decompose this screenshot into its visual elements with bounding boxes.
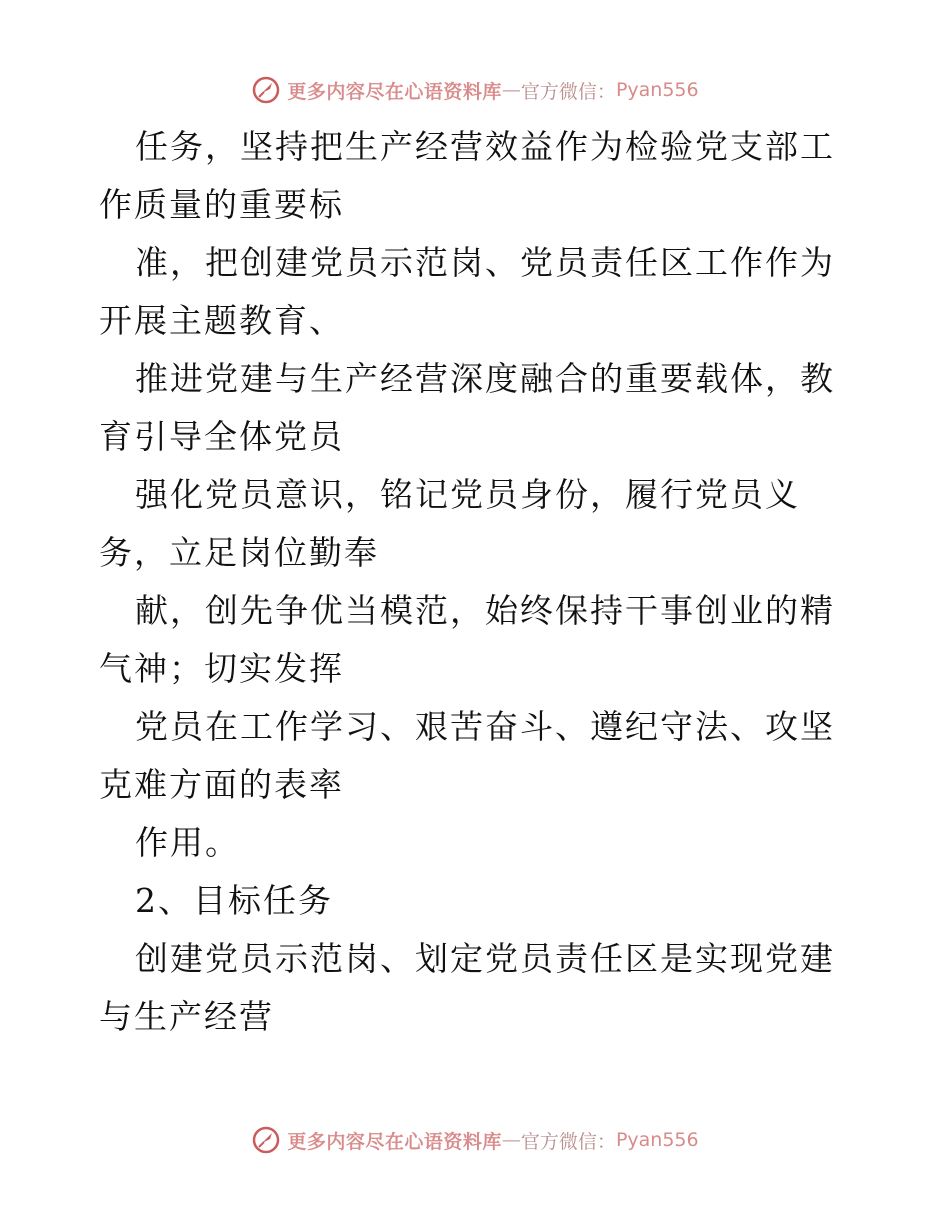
watermark-dash: — (501, 79, 521, 101)
feather-circle-icon (251, 75, 281, 105)
paragraph: 推进党建与生产经营深度融合的重要载体，教育引导全体党员 (99, 359, 835, 456)
paragraph: 强化党员意识，铭记党员身份，履行党员义务，立足岗位勤奉 (99, 475, 800, 572)
watermark-main-text: 更多内容尽在心语资料库 (287, 1130, 502, 1153)
document-body (99, 118, 859, 1046)
watermark-main-text: 更多内容尽在心语资料库 (287, 80, 502, 103)
paragraph: 作用。 (135, 823, 240, 862)
paragraph: 党员在工作学习、艰苦奋斗、遵纪守法、攻坚克难方面的表率 (99, 707, 835, 804)
watermark-wechat-label: 官方微信： (520, 1130, 616, 1153)
watermark-wechat-id: Pyan556 (615, 79, 699, 101)
paragraph: 准，把创建党员示范岗、党员责任区工作作为开展主题教育、 (99, 243, 835, 340)
header-watermark (0, 70, 950, 110)
paragraph: 任务，坚持把生产经营效益作为检验党支部工作质量的重要标 (99, 127, 835, 224)
feather-circle-icon (251, 1125, 281, 1155)
watermark-wechat-label: 官方微信： (520, 80, 616, 103)
watermark-dash: — (501, 1129, 521, 1151)
paragraph: 献，创先争优当模范，始终保持干事创业的精气神；切实发挥 (99, 591, 835, 688)
paragraph: 创建党员示范岗、划定党员责任区是实现党建与生产经营 (99, 939, 835, 1036)
watermark-wechat-id: Pyan556 (615, 1129, 699, 1151)
section-heading: 2、目标任务 (135, 881, 333, 920)
footer-watermark (0, 1120, 950, 1160)
